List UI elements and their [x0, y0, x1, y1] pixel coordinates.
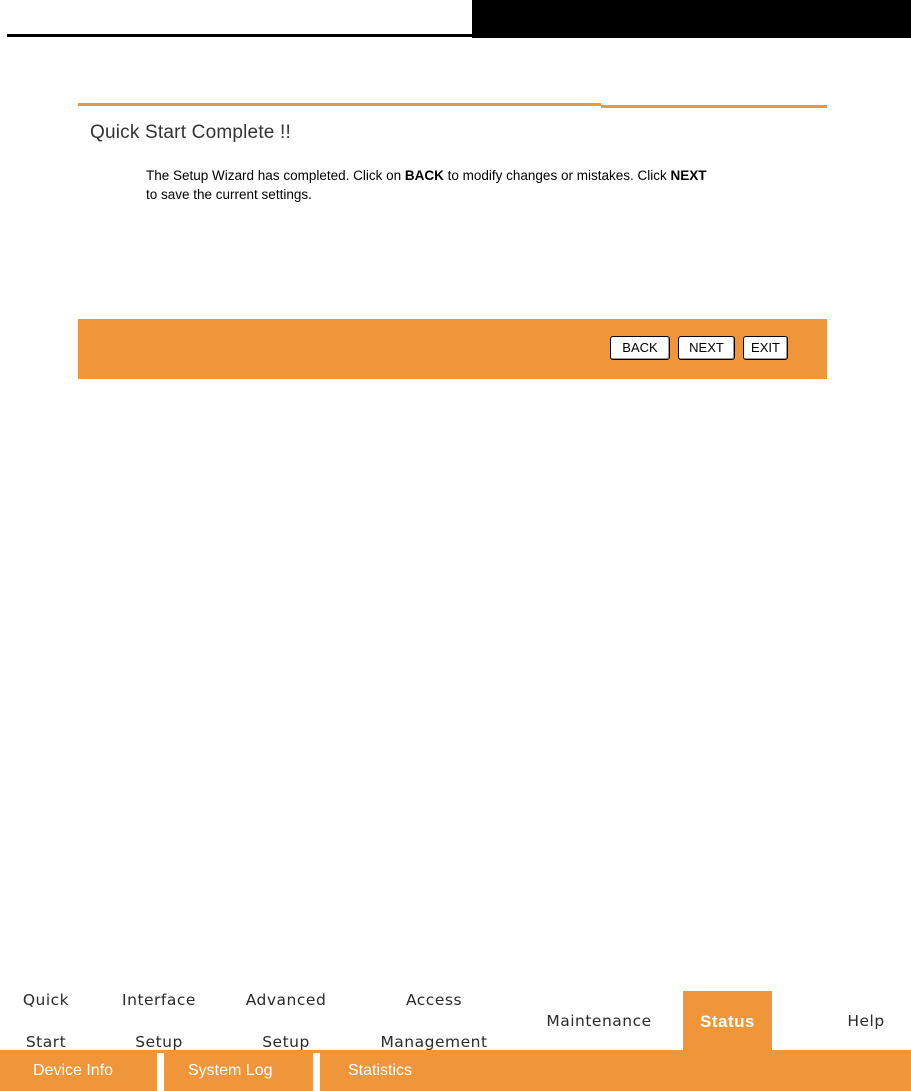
- header-black-bar: [472, 0, 911, 38]
- page-title: Quick Start Complete !!: [90, 122, 292, 143]
- nav-label: Access: [405, 990, 463, 1009]
- wizard-top-border-right: [601, 105, 827, 108]
- nav-label: Quick: [22, 990, 70, 1009]
- nav-label: Setup: [262, 1032, 310, 1051]
- nav-label: Advanced: [245, 990, 327, 1009]
- wizard-button-bar: [78, 319, 827, 379]
- exit-button[interactable]: EXIT: [743, 336, 788, 360]
- nav-label: Maintenance: [546, 1011, 652, 1030]
- subnav-statistics[interactable]: Statistics: [348, 1062, 413, 1079]
- message-back-keyword: BACK: [404, 168, 444, 183]
- nav-status[interactable]: [683, 991, 772, 1051]
- nav-help[interactable]: [838, 991, 894, 1051]
- wizard-message: [146, 166, 836, 204]
- nav-label: Setup: [135, 1032, 183, 1051]
- wizard-top-border: [78, 103, 601, 106]
- main-nav: [0, 991, 911, 1051]
- next-button[interactable]: NEXT: [678, 336, 735, 360]
- nav-advanced-setup[interactable]: [226, 991, 346, 1051]
- nav-label: Help: [847, 1011, 885, 1030]
- nav-label: Status: [700, 1011, 755, 1031]
- nav-label: Interface: [122, 990, 196, 1009]
- subnav-divider: [313, 1053, 320, 1091]
- nav-label: Start: [25, 1032, 67, 1051]
- header-line: [7, 34, 472, 37]
- subnav-divider: [157, 1053, 164, 1091]
- back-button[interactable]: BACK: [610, 336, 670, 360]
- message-next-keyword: NEXT: [670, 168, 707, 183]
- nav-interface-setup[interactable]: [104, 991, 214, 1051]
- nav-access-management[interactable]: [360, 991, 508, 1051]
- message-text-1: The Setup Wizard has completed. Click on: [146, 168, 405, 183]
- subnav-device-info[interactable]: Device Info: [33, 1062, 114, 1079]
- message-text-2: to modify changes or mistakes. Click: [443, 168, 671, 183]
- nav-quick-start[interactable]: [8, 991, 84, 1051]
- nav-maintenance[interactable]: [528, 991, 670, 1051]
- subnav-system-log[interactable]: System Log: [188, 1062, 273, 1079]
- message-text-3: to save the current settings.: [146, 187, 312, 202]
- sub-nav: [0, 1050, 911, 1091]
- nav-label: Management: [380, 1032, 488, 1051]
